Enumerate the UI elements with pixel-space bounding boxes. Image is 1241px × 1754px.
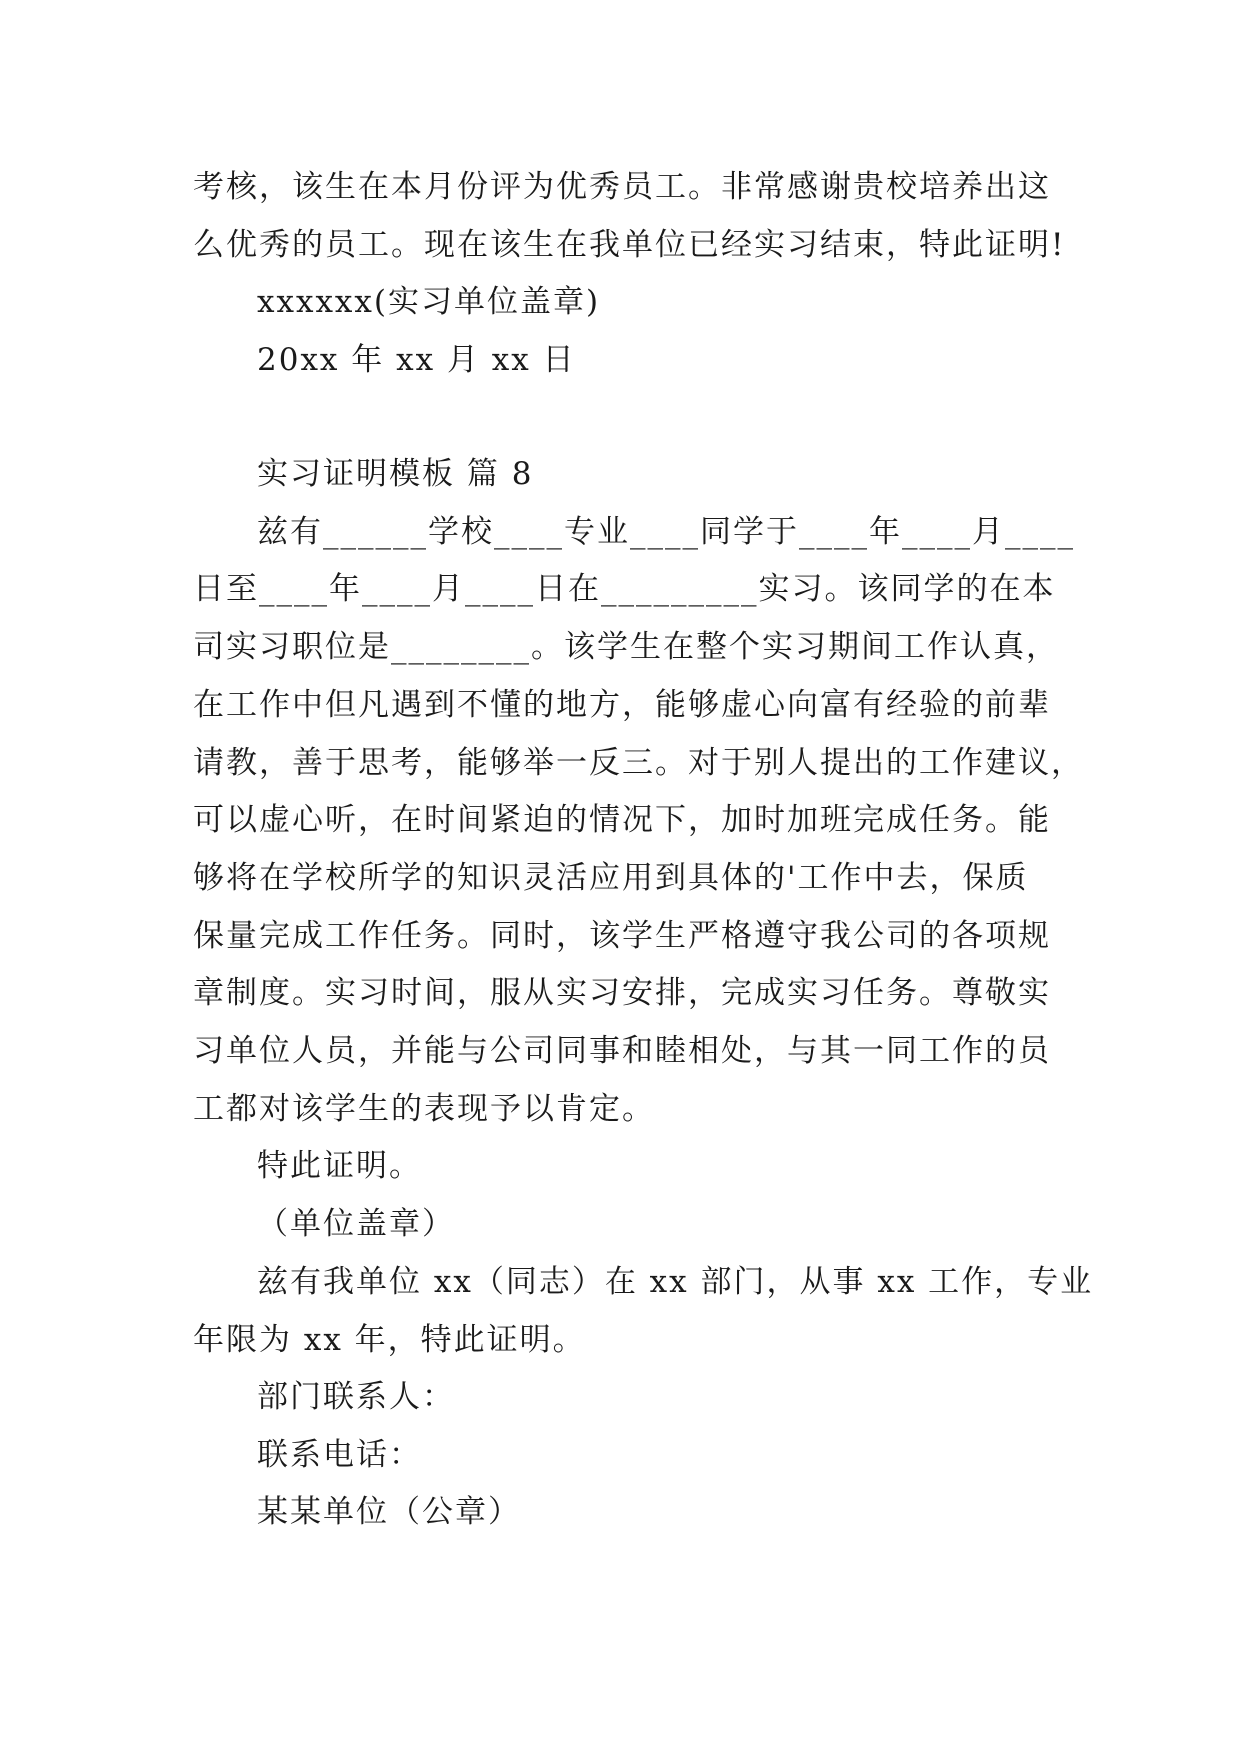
paragraph-line: 章制度。实习时间，服从实习安排，完成实习任务。尊敬实 [193,975,1051,1011]
stamp-line: xxxxxx(实习单位盖章) [257,284,601,320]
unit-stamp-line: 某某单位（公章） [257,1494,521,1530]
paragraph-line: 习单位人员，并能与公司同事和睦相处，与其一同工作的员 [193,1033,1051,1069]
paragraph-line: 么优秀的员工。现在该生在我单位已经实习结束，特此证明! [193,227,1066,263]
section-title: 实习证明模板 篇 8 [257,456,534,492]
paragraph-line: 年限为 xx 年，特此证明。 [193,1322,586,1358]
contact-person-line: 部门联系人： [257,1379,455,1415]
paragraph-line: 请教，善于思考，能够举一反三。对于别人提出的工作建议， [193,745,1084,781]
certify-line: 特此证明。 [257,1148,422,1184]
paragraph-line: 兹有______学校____专业____同学于____年____月____ [257,514,1075,550]
paragraph-line: 工都对该学生的表现予以肯定。 [193,1091,655,1127]
contact-phone-line: 联系电话： [257,1437,422,1473]
paragraph-line: 可以虚心听，在时间紧迫的情况下，加时加班完成任务。能 [193,802,1051,838]
stamp-line: （单位盖章） [257,1206,455,1242]
paragraph-line: 司实习职位是________。该学生在整个实习期间工作认真， [193,629,1059,665]
paragraph-line: 考核，该生在本月份评为优秀员工。非常感谢贵校培养出这 [193,169,1051,205]
paragraph-line: 够将在学校所学的知识灵活应用到具体的'工作中去，保质 [193,860,1029,896]
date-line: 20xx 年 xx 月 xx 日 [257,342,576,378]
paragraph-line: 保量完成工作任务。同时，该学生严格遵守我公司的各项规 [193,918,1051,954]
paragraph-line: 兹有我单位 xx（同志）在 xx 部门，从事 xx 工作，专业 [257,1264,1094,1300]
paragraph-line: 在工作中但凡遇到不懂的地方，能够虚心向富有经验的前辈 [193,687,1051,723]
paragraph-line: 日至____年____月____日在_________实习。该同学的在本 [193,571,1056,607]
